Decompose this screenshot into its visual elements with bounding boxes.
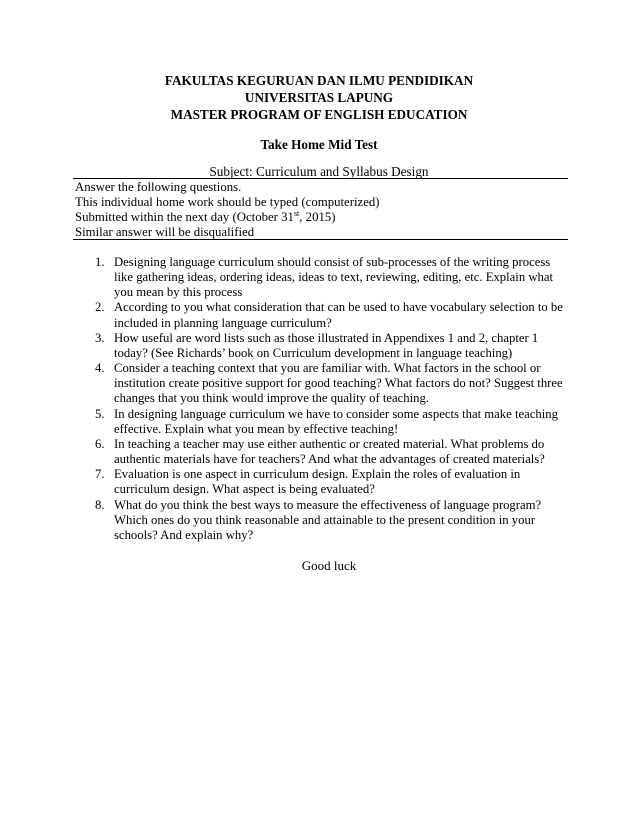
question-number: 7. bbox=[95, 467, 105, 482]
university-name: UNIVERSITAS LAPUNG bbox=[244, 90, 394, 105]
question-number: 8. bbox=[95, 497, 105, 512]
question-text-line: changes that you think would improve the quality of teaching. bbox=[114, 391, 430, 406]
question-item bbox=[95, 467, 570, 497]
question-text-line: What do you think the best ways to measure the effectiveness of language program? bbox=[114, 497, 542, 512]
question-text-line: curriculum design. What aspect is being evaluated? bbox=[114, 482, 375, 497]
instructions-block bbox=[75, 180, 565, 240]
instruction-line-deadline bbox=[75, 210, 565, 225]
question-text-line: you mean by this process bbox=[114, 285, 243, 300]
question-text-line: In designing language curriculum we have to consider some aspects that make teaching bbox=[114, 406, 558, 421]
question-text-line: today? (See Richards’ book on Curriculum development in language teaching) bbox=[114, 345, 513, 360]
question-text bbox=[114, 467, 570, 497]
question-text bbox=[114, 437, 570, 467]
question-item bbox=[95, 407, 570, 437]
question-item bbox=[95, 255, 570, 300]
instruction-line: Similar answer will be disqualified bbox=[75, 225, 255, 239]
deadline-year: , 2015) bbox=[299, 210, 336, 224]
instruction-line: This individual home work should be typed (computerized) bbox=[75, 195, 380, 209]
question-text-line: Designing language curriculum should consist of sub-processes of the writing process bbox=[114, 255, 551, 269]
question-item bbox=[95, 437, 570, 467]
question-text-line: According to you what consideration that can be used to have vocabulary selection to be bbox=[114, 300, 563, 315]
question-number: 4. bbox=[95, 361, 105, 376]
question-text-line: schools? And explain why? bbox=[114, 527, 254, 542]
question-item bbox=[95, 331, 570, 361]
subject-line: Subject: Curriculum and Syllabus Design bbox=[209, 164, 429, 179]
question-text bbox=[114, 331, 570, 361]
question-text bbox=[114, 407, 570, 437]
question-text-line: authentic materials have for teachers? And what the advantages of created materials? bbox=[114, 452, 545, 467]
instruction-line: Answer the following questions. bbox=[75, 180, 242, 194]
question-text-line: effective. Explain what you mean by effective teaching! bbox=[114, 421, 399, 436]
document-title: Take Home Mid Test bbox=[260, 137, 378, 152]
question-number: 6. bbox=[95, 436, 105, 451]
question-text bbox=[114, 300, 570, 330]
question-item bbox=[95, 361, 570, 406]
bottom-divider bbox=[73, 239, 568, 240]
program-name: MASTER PROGRAM OF ENGLISH EDUCATION bbox=[170, 107, 468, 122]
closing-text: Good luck bbox=[301, 558, 357, 573]
question-text bbox=[114, 361, 570, 406]
question-text-line: Consider a teaching context that you are familiar with. What factors in the school or bbox=[114, 361, 541, 376]
question-text-line: In teaching a teacher may use either authentic or created material. What problems do bbox=[114, 436, 545, 451]
question-number: 5. bbox=[95, 406, 105, 421]
question-number: 2. bbox=[95, 300, 105, 315]
ordinal-suffix: st bbox=[293, 209, 300, 218]
question-item bbox=[95, 498, 570, 543]
top-divider bbox=[73, 178, 568, 179]
question-text-line: institution create positive support for good teaching? What factors do not? Suggest three bbox=[114, 376, 563, 391]
question-text-line: included in planning language curriculum? bbox=[114, 315, 332, 330]
question-text-line: Which ones do you think reasonable and attainable to the present condition in your bbox=[114, 512, 536, 527]
question-number: 1. bbox=[95, 255, 105, 269]
faculty-name: FAKULTAS KEGURUAN DAN ILMU PENDIDIKAN bbox=[164, 73, 474, 88]
question-text-line: Evaluation is one aspect in curriculum design. Explain the roles of evaluation in bbox=[114, 467, 521, 482]
question-item bbox=[95, 300, 570, 330]
question-text bbox=[114, 498, 570, 543]
question-number: 3. bbox=[95, 330, 105, 345]
deadline-text: Submitted within the next day (October 31 bbox=[75, 210, 294, 224]
question-list bbox=[95, 255, 570, 543]
question-text bbox=[114, 255, 570, 300]
question-text-line: like gathering ideas, ordering ideas, ideas to text, reviewing, editing, etc. Explain what bbox=[114, 270, 553, 285]
question-text-line: How useful are word lists such as those illustrated in Appendixes 1 and 2, chapter 1 bbox=[114, 330, 539, 345]
